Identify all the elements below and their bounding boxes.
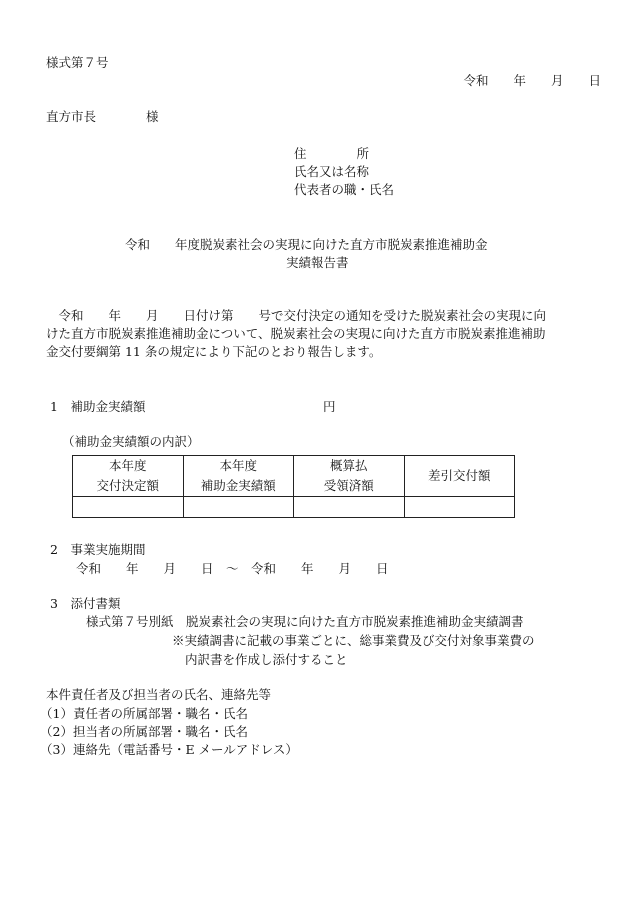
header-cell-actual xyxy=(183,456,294,497)
attachment-note-line-2: 内訳書を作成し添付すること xyxy=(185,652,348,667)
header-balance-line-1: 差引交付額 xyxy=(427,468,491,483)
breakdown-table xyxy=(72,455,515,518)
date-line: 令和 年 月 日 xyxy=(463,73,601,88)
form-number: 様式第７号 xyxy=(46,55,109,70)
report-title: 令和 年度脱炭素社会の実現に向けた直方市脱炭素推進補助金 xyxy=(125,237,488,252)
section-3-heading: 3 添付書類 xyxy=(50,596,121,611)
header-cell-decision xyxy=(73,456,184,497)
attachment-note-line-1: ※実績調書に記載の事業ごとに、総事業費及び交付対象事業費の xyxy=(172,633,535,648)
header-advance-line-2: 受領済額 xyxy=(323,478,374,493)
breakdown-label: （補助金実績額の内訳） xyxy=(62,434,200,449)
header-cell-advance xyxy=(294,456,405,497)
contact-item-1: （1）責任者の所属部署・職名・氏名 xyxy=(40,706,248,721)
section-2-heading: 2 事業実施期間 xyxy=(50,542,146,557)
header-advance-line-1: 概算払 xyxy=(329,458,368,473)
breakdown-header-row xyxy=(73,456,515,497)
amount-unit: 円 xyxy=(323,399,336,414)
representative-label: 代表者の職・氏名 xyxy=(294,182,395,197)
breakdown-value-row xyxy=(73,497,515,518)
header-actual-line-1: 本年度 xyxy=(219,458,257,473)
report-title-sub: 実績報告書 xyxy=(286,255,349,270)
value-cell-balance[interactable] xyxy=(404,497,515,518)
body-line-3: 金交付要綱第 11 条の規定により下記のとおり報告します。 xyxy=(46,344,382,359)
contacts-heading: 本件責任者及び担当者の氏名、連絡先等 xyxy=(46,687,272,702)
implementation-period: 令和 年 月 日 ～ 令和 年 月 日 xyxy=(76,561,389,576)
header-cell-balance xyxy=(404,456,515,497)
name-label: 氏名又は名称 xyxy=(294,164,370,179)
value-cell-advance[interactable] xyxy=(294,497,405,518)
attachment-item: 様式第７号別紙 脱炭素社会の実現に向けた直方市脱炭素推進補助金実績調書 xyxy=(86,614,524,629)
header-actual-line-2: 補助金実績額 xyxy=(200,478,276,493)
contact-item-2: （2）担当者の所属部署・職名・氏名 xyxy=(40,724,248,739)
contact-item-3: （3）連絡先（電話番号・E メールアドレス） xyxy=(40,742,298,757)
value-cell-decision[interactable] xyxy=(73,497,184,518)
addressee: 直方市長 様 xyxy=(46,109,159,124)
section-1-heading: 1 補助金実績額 xyxy=(50,399,146,414)
header-decision-line-1: 本年度 xyxy=(108,458,147,473)
value-cell-actual[interactable] xyxy=(183,497,294,518)
body-line-2: けた直方市脱炭素推進補助金について、脱炭素社会の実現に向けた直方市脱炭素推進補助 xyxy=(46,326,546,341)
address-label: 住 所 xyxy=(294,146,370,161)
header-decision-line-2: 交付決定額 xyxy=(96,478,159,493)
body-line-1: 令和 年 月 日付け第 号で交付決定の通知を受けた脱炭素社会の実現に向 xyxy=(46,308,547,323)
